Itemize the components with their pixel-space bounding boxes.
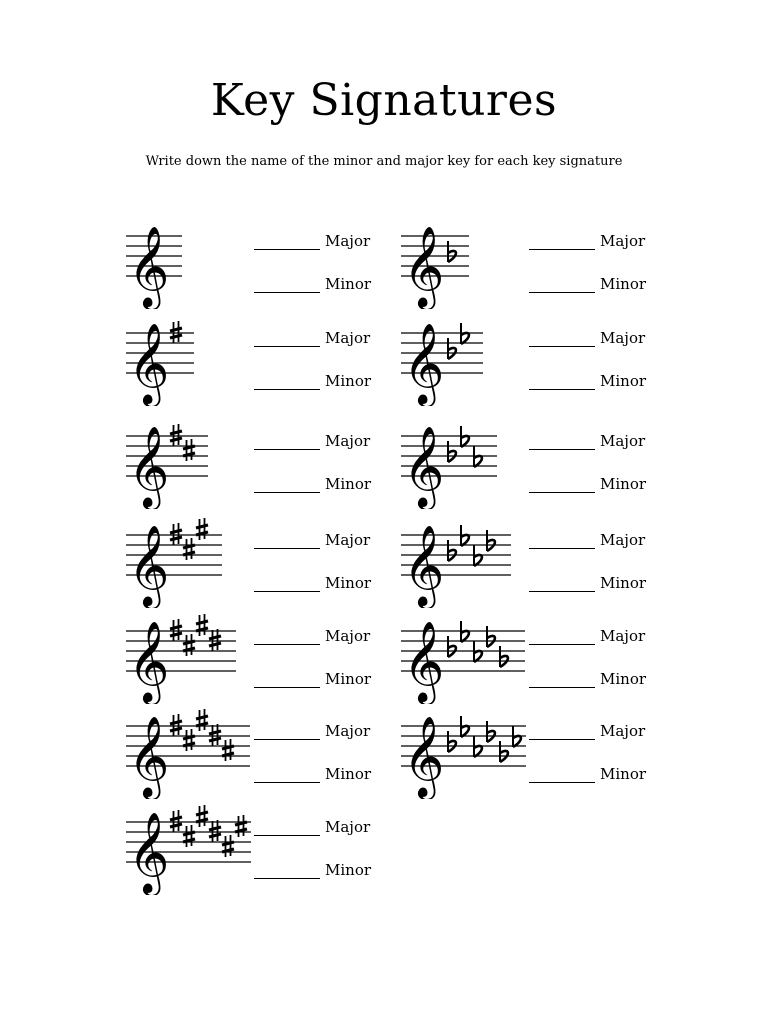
major-answer-blank[interactable] <box>254 234 320 250</box>
key-signature-item <box>126 609 376 704</box>
major-label: Major <box>600 722 646 740</box>
minor-label: Minor <box>600 372 647 390</box>
sharp-icon <box>183 439 195 461</box>
svg-text:𝄞: 𝄞 <box>128 811 170 893</box>
minor-answer-blank[interactable] <box>254 672 320 688</box>
minor-answer-blank[interactable] <box>254 576 320 592</box>
flat-icon <box>487 721 495 742</box>
treble-clef-icon <box>128 620 169 704</box>
treble-clef-icon <box>403 225 444 309</box>
treble-clef-icon <box>128 811 169 895</box>
sharp-icon <box>235 815 247 837</box>
minor-label: Minor <box>325 475 372 493</box>
minor-answer-blank[interactable] <box>254 767 320 783</box>
key-signature-item <box>126 214 376 309</box>
treble-clef-icon <box>403 425 444 509</box>
svg-text:𝄞: 𝄞 <box>128 715 170 797</box>
major-label: Major <box>325 232 371 250</box>
flat-icon <box>461 426 469 447</box>
staff <box>401 214 526 309</box>
flat-icon <box>448 241 456 262</box>
minor-answer-row <box>254 473 384 493</box>
staff <box>401 609 526 704</box>
minor-answer-row <box>254 859 384 879</box>
flat-icon <box>500 741 508 762</box>
minor-answer-row <box>529 572 659 592</box>
major-label: Major <box>325 531 371 549</box>
major-answer-row <box>254 816 384 836</box>
major-answer-row <box>529 430 659 450</box>
major-label: Major <box>325 722 371 740</box>
flat-icon <box>461 716 469 737</box>
major-answer-blank[interactable] <box>254 820 320 836</box>
major-answer-blank[interactable] <box>529 331 595 347</box>
staff <box>126 800 251 895</box>
major-answer-row <box>254 720 384 740</box>
treble-clef-icon <box>403 715 444 799</box>
minor-label: Minor <box>600 670 647 688</box>
minor-answer-row <box>529 763 659 783</box>
major-answer-blank[interactable] <box>529 533 595 549</box>
major-answer-row <box>529 625 659 645</box>
svg-text:𝄞: 𝄞 <box>128 225 170 307</box>
flat-icon <box>474 736 482 757</box>
staff <box>126 609 251 704</box>
treble-clef-icon <box>403 322 444 406</box>
minor-answer-row <box>529 668 659 688</box>
major-label: Major <box>600 432 646 450</box>
major-label: Major <box>325 627 371 645</box>
key-signature-item <box>401 609 651 704</box>
minor-answer-row <box>254 763 384 783</box>
minor-label: Minor <box>325 861 372 879</box>
flat-icon <box>461 323 469 344</box>
staff <box>401 414 526 509</box>
flat-icon <box>461 621 469 642</box>
svg-text:𝄞: 𝄞 <box>403 715 445 797</box>
flat-icon <box>474 446 482 467</box>
treble-clef-icon <box>128 524 169 608</box>
major-answer-row <box>254 529 384 549</box>
major-answer-blank[interactable] <box>254 533 320 549</box>
svg-text:𝄞: 𝄞 <box>403 524 445 606</box>
treble-clef-icon <box>403 620 444 704</box>
major-label: Major <box>325 329 371 347</box>
major-label: Major <box>600 627 646 645</box>
major-label: Major <box>325 818 371 836</box>
flat-icon <box>487 530 495 551</box>
flat-icon <box>448 636 456 657</box>
minor-label: Minor <box>600 275 647 293</box>
major-answer-row <box>529 327 659 347</box>
major-answer-blank[interactable] <box>529 234 595 250</box>
staff <box>126 311 251 406</box>
minor-answer-blank[interactable] <box>529 374 595 390</box>
minor-answer-blank[interactable] <box>529 672 595 688</box>
page-title: Key Signatures <box>210 75 558 126</box>
svg-text:𝄞: 𝄞 <box>403 322 445 404</box>
sharp-icon <box>209 820 221 842</box>
key-signature-item <box>401 414 651 509</box>
key-signature-item <box>126 800 376 895</box>
flat-icon <box>500 646 508 667</box>
minor-answer-row <box>254 370 384 390</box>
sharp-icon <box>222 835 234 857</box>
minor-answer-blank[interactable] <box>529 277 595 293</box>
major-answer-blank[interactable] <box>529 434 595 450</box>
treble-clef-icon <box>128 322 169 406</box>
minor-answer-row <box>529 273 659 293</box>
sharp-icon <box>196 518 208 540</box>
sharp-icon <box>209 629 221 651</box>
sharp-icon <box>170 714 182 736</box>
major-label: Major <box>600 232 646 250</box>
minor-answer-row <box>254 572 384 592</box>
minor-label: Minor <box>325 670 372 688</box>
treble-clef-icon <box>403 524 444 608</box>
major-answer-row <box>529 529 659 549</box>
minor-answer-blank[interactable] <box>529 477 595 493</box>
flat-icon <box>448 540 456 561</box>
key-signature-item <box>401 704 651 799</box>
flat-icon <box>448 731 456 752</box>
minor-answer-blank[interactable] <box>529 576 595 592</box>
sharp-icon <box>196 614 208 636</box>
minor-label: Minor <box>600 765 647 783</box>
svg-text:𝄞: 𝄞 <box>403 425 445 507</box>
staff <box>126 513 251 608</box>
minor-label: Minor <box>600 475 647 493</box>
key-signature-item <box>126 704 376 799</box>
major-answer-blank[interactable] <box>529 629 595 645</box>
sharp-icon <box>170 523 182 545</box>
minor-answer-row <box>254 273 384 293</box>
key-signature-item <box>126 414 376 509</box>
key-signature-item <box>126 311 376 406</box>
major-label: Major <box>325 432 371 450</box>
staff <box>401 311 526 406</box>
minor-label: Minor <box>325 574 372 592</box>
sharp-icon <box>183 729 195 751</box>
treble-clef-icon <box>128 225 169 309</box>
staff <box>401 513 526 608</box>
minor-answer-row <box>254 668 384 688</box>
flat-icon <box>513 726 521 747</box>
instructions: Write down the name of the minor and major key for each key signature <box>145 154 623 169</box>
flat-icon <box>448 338 456 359</box>
minor-answer-blank[interactable] <box>254 477 320 493</box>
major-answer-row <box>254 625 384 645</box>
major-answer-row <box>254 327 384 347</box>
treble-clef-icon <box>128 425 169 509</box>
major-answer-blank[interactable] <box>254 724 320 740</box>
minor-answer-blank[interactable] <box>254 374 320 390</box>
major-answer-blank[interactable] <box>254 629 320 645</box>
svg-text:𝄞: 𝄞 <box>403 225 445 307</box>
flat-icon <box>461 525 469 546</box>
minor-label: Minor <box>600 574 647 592</box>
sharp-icon <box>222 739 234 761</box>
minor-label: Minor <box>325 372 372 390</box>
major-answer-blank[interactable] <box>529 724 595 740</box>
major-answer-row <box>254 430 384 450</box>
major-label: Major <box>600 531 646 549</box>
key-signature-item <box>126 513 376 608</box>
flat-icon <box>448 441 456 462</box>
major-answer-row <box>529 720 659 740</box>
sharp-icon <box>183 825 195 847</box>
treble-clef-icon <box>128 715 169 799</box>
key-signature-item <box>401 311 651 406</box>
flat-icon <box>474 545 482 566</box>
major-answer-blank[interactable] <box>254 434 320 450</box>
sharp-icon <box>196 709 208 731</box>
svg-text:𝄞: 𝄞 <box>403 620 445 702</box>
staff <box>126 214 251 309</box>
minor-answer-blank[interactable] <box>254 863 320 879</box>
minor-answer-blank[interactable] <box>254 277 320 293</box>
sharp-icon <box>170 321 182 343</box>
major-answer-row <box>254 230 384 250</box>
major-answer-row <box>529 230 659 250</box>
minor-answer-row <box>529 473 659 493</box>
sharp-icon <box>170 619 182 641</box>
sharp-icon <box>183 538 195 560</box>
sharp-icon <box>183 634 195 656</box>
flat-icon <box>474 641 482 662</box>
staff <box>126 704 251 799</box>
svg-text:𝄞: 𝄞 <box>128 322 170 404</box>
minor-label: Minor <box>325 765 372 783</box>
sharp-icon <box>170 424 182 446</box>
flat-icon <box>487 626 495 647</box>
staff <box>401 704 526 799</box>
minor-label: Minor <box>325 275 372 293</box>
key-signature-item <box>401 513 651 608</box>
minor-answer-row <box>529 370 659 390</box>
svg-text:𝄞: 𝄞 <box>128 425 170 507</box>
svg-text:𝄞: 𝄞 <box>128 620 170 702</box>
key-signature-item <box>401 214 651 309</box>
sharp-icon <box>170 810 182 832</box>
major-answer-blank[interactable] <box>254 331 320 347</box>
major-label: Major <box>600 329 646 347</box>
staff <box>126 414 251 509</box>
sharp-icon <box>209 724 221 746</box>
svg-text:𝄞: 𝄞 <box>128 524 170 606</box>
sharp-icon <box>196 805 208 827</box>
minor-answer-blank[interactable] <box>529 767 595 783</box>
